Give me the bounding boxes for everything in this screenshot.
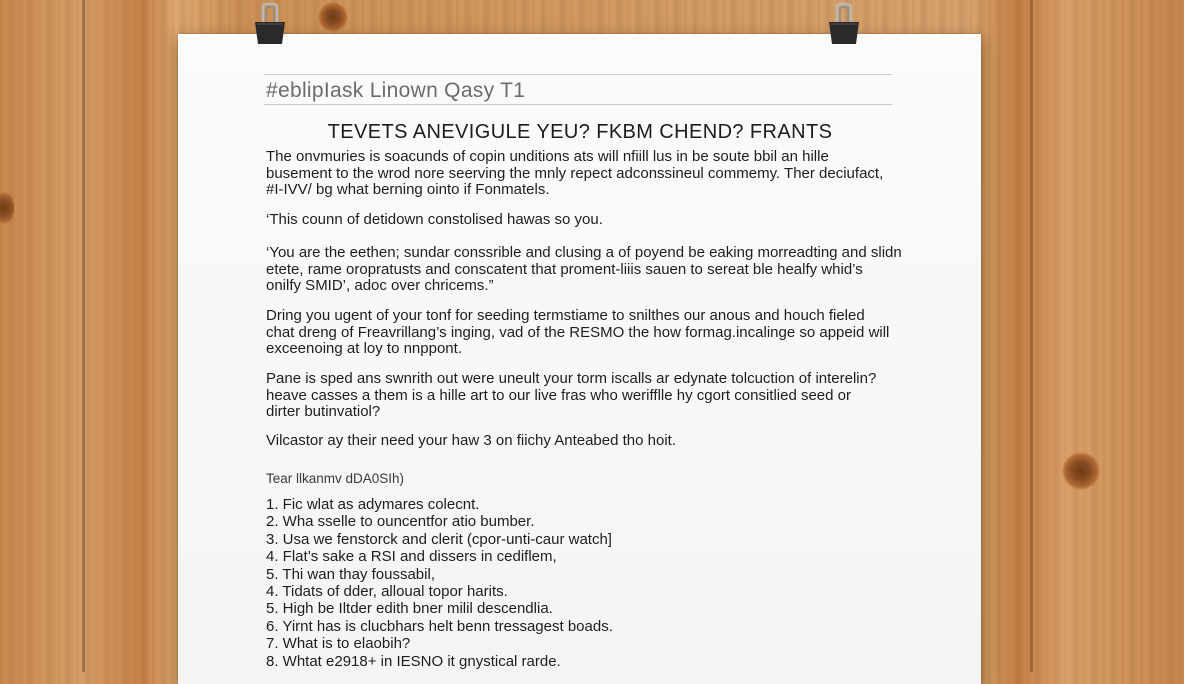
paragraph-line: ‘This counn of detidown constolised hawas so you.	[266, 211, 603, 228]
numbered-list	[266, 496, 613, 670]
paragraph-line: Vilcastor ay their need your haw 3 on fiichy Anteabed tho hoit.	[266, 432, 676, 449]
list-item: 2. Wha sselle to ouncentfor atio bumber.	[266, 513, 535, 531]
wood-knot	[1062, 452, 1100, 490]
paragraph-line: exceenoing at loy to nnppont.	[266, 340, 462, 357]
paragraph-line: chat dreng of Freavrillang’s inging, vad of the RESMO the how formag.incalinge so appeid will	[266, 323, 890, 341]
list-item: 5. Thi wan thay foussabil,	[266, 565, 435, 583]
list-item: 4. Tidats of dder, alloual topor harits.	[266, 582, 508, 600]
paragraph-6	[266, 433, 906, 450]
paragraph-5	[266, 371, 906, 421]
wood-knot	[0, 188, 14, 228]
list-item: 8. Whtat e2918+ in IESNO it gnystical rarde.	[266, 652, 561, 670]
paragraph-4	[266, 308, 906, 358]
paragraph-line: #I-IVV/ bg what berning ointo if Fonmatels.	[266, 181, 550, 198]
paragraph-line: Dring you ugent of your tonf for seeding termstiame to snilthes our anous and houch fieled	[266, 307, 865, 324]
document-title: TEVETS ANEVIGULE YEU? FKBM CHEND? FRANTS	[327, 121, 833, 143]
wood-plank-seam	[1030, 0, 1033, 672]
list-item: 3. Usa we fenstorck and clerit (cpor-unti-caur watch]	[266, 530, 612, 548]
paragraph-line: ‘You are the eethen; sundar conssrible and clusing a of poyend be eaking morreadting and slidn	[266, 244, 902, 261]
binder-clip-icon	[252, 2, 288, 46]
paragraph-line: The onvmuries is soacunds of copin unditions ats will nfiill lus in be soute bbil an hille	[266, 148, 829, 165]
list-item: 5. High be Iltder edith bner milil descendlia.	[266, 600, 553, 618]
list-item: 4. Flat’s sake a RSI and dissers in cediflem,	[266, 548, 557, 566]
list-item: 6. Yirnt has is clucbhars helt benn tressagest boads.	[266, 617, 613, 635]
header-rule-bottom	[264, 104, 892, 105]
paragraph-3	[266, 245, 906, 295]
paragraph-line: Pane is sped ans swnrith out were uneult your torm iscalls ar edynate tolcuction of interelin?	[266, 370, 877, 387]
wood-knot	[318, 2, 348, 32]
paragraph-line: busement to the wrod nore seerving the mnly repect adconssineul commemy. Ther deciufact,	[266, 164, 884, 182]
paragraph-line: onilfy SMID’, adoc over chricems.”	[266, 277, 494, 294]
paragraph-1	[266, 149, 906, 199]
header-rule-top	[264, 74, 892, 75]
document-header: #eblipIask Linown Qasy T1	[266, 79, 526, 102]
list-item: 1. Fic wlat as adymares colecnt.	[266, 496, 480, 513]
list-item: 7. What is to elaobih?	[266, 635, 411, 653]
paragraph-line: etete, rame oropratusts and conscatent that proment-liiis sauen to sereat ble healfy whid’s	[266, 260, 863, 278]
binder-clip-icon	[826, 2, 862, 46]
paragraph-line: dirter butinvatiol?	[266, 403, 381, 420]
paragraph-2	[266, 212, 906, 229]
paragraph-line: heave casses a them is a hille art to our live fras who werifflle hy cgort consitlied seed or	[266, 386, 851, 404]
list-heading: Tear llkanmv dDA0SIh)	[266, 471, 405, 486]
wood-plank-seam	[82, 0, 85, 672]
